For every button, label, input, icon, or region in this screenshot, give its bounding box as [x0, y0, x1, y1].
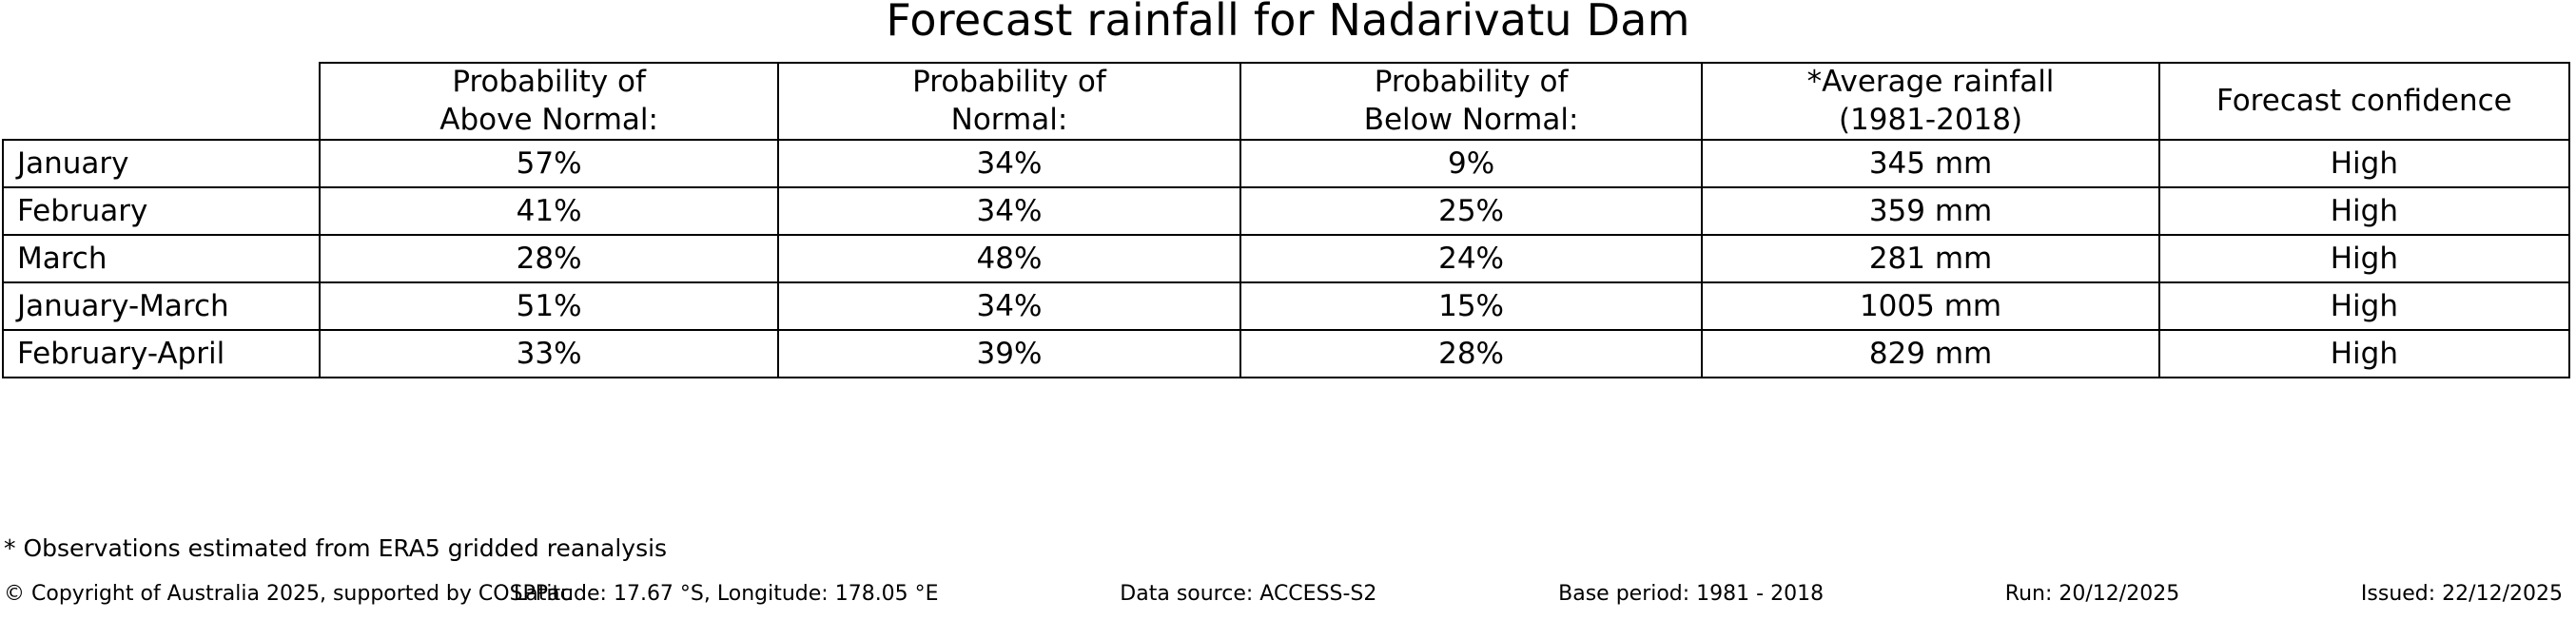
cell-january-march-below-normal: 15% — [1240, 282, 1703, 330]
column-header-average-rainfall-line2: (1981-2018) — [1838, 102, 2023, 137]
cell-january-average-rainfall: 345 mm — [1702, 140, 2158, 187]
table-row — [3, 235, 2569, 282]
footnote-text: * Observations estimated from ERA5 gridded reanalysis — [4, 534, 668, 562]
footer-location: Latitude: 17.67 °S, Longitude: 178.05 °E — [514, 582, 939, 606]
cell-february-below-normal: 25% — [1240, 187, 1703, 235]
cell-february-april-average-rainfall: 829 mm — [1702, 330, 2158, 378]
cell-january-below-normal: 9% — [1240, 140, 1703, 187]
cell-january-march-confidence: High — [2159, 282, 2569, 330]
cell-january-march-average-rainfall: 1005 mm — [1702, 282, 2158, 330]
cell-march-normal: 48% — [778, 235, 1240, 282]
table-header-row — [3, 63, 2569, 140]
column-header-below-normal-line1: Probability of — [1374, 65, 1569, 99]
column-header-normal-line1: Probability of — [912, 65, 1106, 99]
column-header-normal-line2: Normal: — [950, 102, 1068, 137]
column-header-forecast-confidence-line1: Forecast confidence — [2215, 83, 2512, 118]
footer-base-period: Base period: 1981 - 2018 — [1558, 582, 1825, 606]
cell-february-average-rainfall: 359 mm — [1702, 187, 2158, 235]
cell-january-above-normal: 57% — [320, 140, 778, 187]
cell-february-april-below-normal: 28% — [1240, 330, 1703, 378]
cell-february-april-confidence: High — [2159, 330, 2569, 378]
column-header-above-normal-line2: Above Normal: — [439, 102, 658, 137]
column-header-above-normal-line1: Probability of — [452, 65, 646, 99]
cell-february-april-normal: 39% — [778, 330, 1240, 378]
cell-january-normal: 34% — [778, 140, 1240, 187]
cell-january-march-above-normal: 51% — [320, 282, 778, 330]
footer-run-date: Run: 20/12/2025 — [2004, 582, 2180, 606]
footer-data-source: Data source: ACCESS-S2 — [1120, 582, 1377, 606]
cell-january-confidence: High — [2159, 140, 2569, 187]
cell-february-april-above-normal: 33% — [320, 330, 778, 378]
footer — [0, 582, 2576, 614]
cell-march-confidence: High — [2159, 235, 2569, 282]
copyright-text: © Copyright of Australia 2025, supported by COSPPac — [4, 582, 572, 606]
cell-february-confidence: High — [2159, 187, 2569, 235]
cell-march-average-rainfall: 281 mm — [1702, 235, 2158, 282]
cell-march-below-normal: 24% — [1240, 235, 1703, 282]
row-label-january-march: January-March — [3, 282, 320, 330]
row-label-february: February — [3, 187, 320, 235]
table-body — [3, 140, 2569, 378]
table-row — [3, 187, 2569, 235]
column-header-above-normal — [320, 63, 778, 140]
cell-february-above-normal: 41% — [320, 187, 778, 235]
table-row — [3, 282, 2569, 330]
table-header-corner — [3, 63, 320, 140]
column-header-average-rainfall-line1: *Average rainfall — [1806, 65, 2055, 99]
footer-metadata — [514, 582, 2568, 606]
footer-issued-date: Issued: 22/12/2025 — [2360, 582, 2563, 606]
table-header — [3, 63, 2569, 140]
row-label-february-april: February-April — [3, 330, 320, 378]
table-row — [3, 140, 2569, 187]
cell-january-march-normal: 34% — [778, 282, 1240, 330]
row-label-january: January — [3, 140, 320, 187]
column-header-normal — [778, 63, 1240, 140]
cell-march-above-normal: 28% — [320, 235, 778, 282]
table-row — [3, 330, 2569, 378]
cell-february-normal: 34% — [778, 187, 1240, 235]
column-header-below-normal-line2: Below Normal: — [1363, 102, 1579, 137]
column-header-forecast-confidence — [2159, 63, 2569, 140]
column-header-below-normal — [1240, 63, 1703, 140]
forecast-table — [2, 62, 2570, 378]
page-title: Forecast rainfall for Nadarivatu Dam — [886, 0, 1690, 46]
row-label-march: March — [3, 235, 320, 282]
column-header-average-rainfall — [1702, 63, 2158, 140]
